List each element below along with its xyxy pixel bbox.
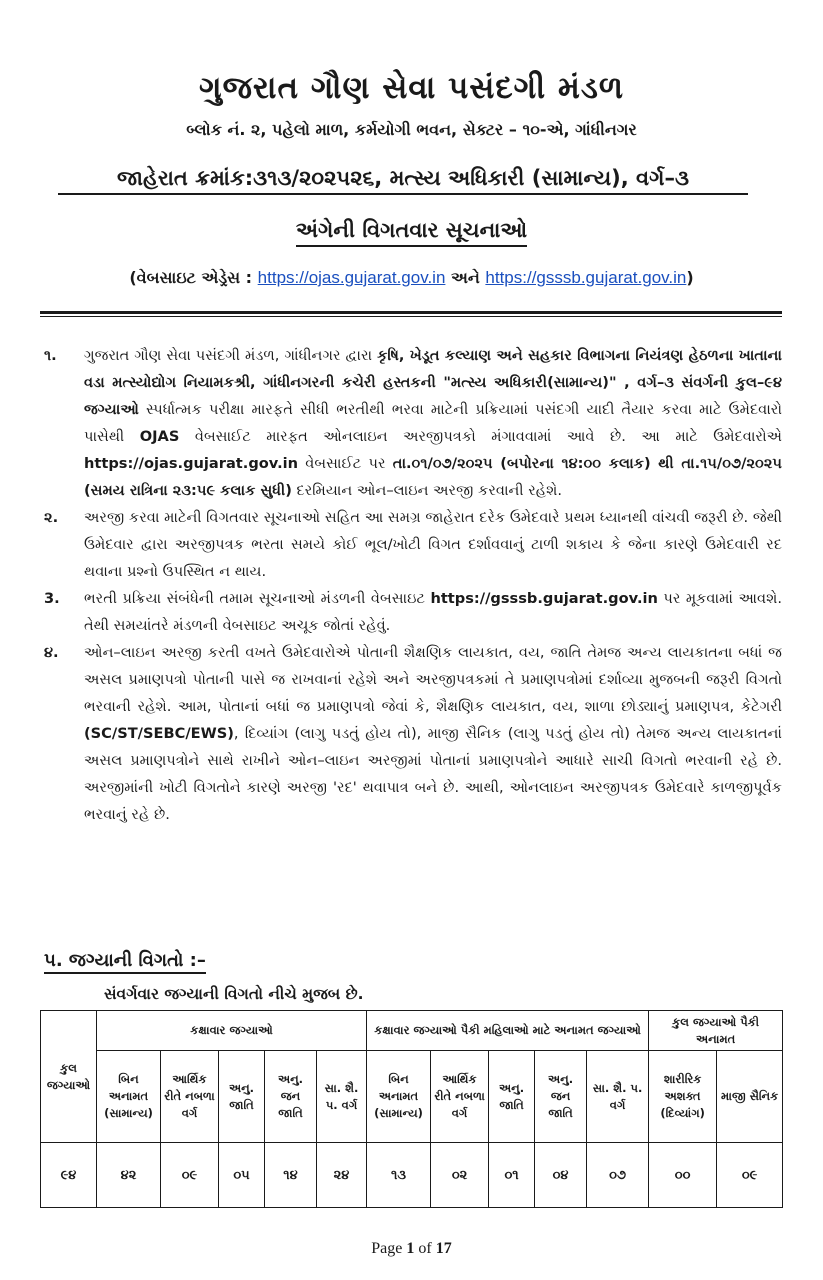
website-suffix: ) <box>686 268 694 287</box>
table-header-row <box>41 1051 783 1143</box>
group-header: કક્ષાવાર જગ્યાઓ <box>97 1011 367 1051</box>
board-address: બ્લોક નં. ૨, પહેલો માળ, કર્મયોગી ભવન, સેક્ટર – ૧૦-એ, ગાંધીનગર <box>186 120 637 139</box>
item-number: 3. <box>44 590 60 607</box>
table-cell: ૦૪ <box>535 1143 587 1208</box>
website-prefix: (વેબસાઇટ એડ્રેસ : <box>129 268 253 287</box>
ojas-link[interactable]: https://ojas.gujarat.gov.in <box>257 268 446 287</box>
instruction-item <box>44 342 782 504</box>
column-header: આર્થિક રીતે નબળા વર્ગ <box>431 1051 489 1143</box>
text-run: વેબસાઈટ મારફત ઓનલાઇન અરજીપત્રકો મંગાવવામાં આવે છે. આ માટે ઉમેદવારોએ <box>179 428 782 445</box>
section-subheading: સંવર્ગવાર જગ્યાની વિગતો નીચે મુજબ છે. <box>104 985 364 1003</box>
text-run: અરજી કરવા માટેની વિગતવાર સૂચનાઓ સહિત આ સમગ્ર જાહેરાત દરેક ઉમેદવારે પ્રથમ ધ્યાનથી વાંચવી જરૂરી છે. જેથી ઉમેદવાર દ્વારા અરજીપત્રક ભરતા સમયે કોઈ ભૂલ/ખોટી વિગત દર્શાવવાનું ટાળી શકાય કે જેના કારણે ઉમેદવારી રદ થવાના પ્રશ્નો ઉપસ્થિત ન થાય. <box>84 509 782 580</box>
table-cell: ૦૫ <box>219 1143 265 1208</box>
item-text <box>84 639 782 828</box>
group-header: કુલ જગ્યાઓ પૈકી અનામત <box>649 1011 783 1051</box>
group-header: કક્ષાવાર જગ્યાઓ પૈકી મહિલાઓ માટે અનામત જગ્યાઓ <box>367 1011 649 1051</box>
page-label: Page <box>371 1240 403 1257</box>
table-cell: ૦૦ <box>649 1143 717 1208</box>
text-run-bold: OJAS <box>139 428 180 445</box>
instruction-item <box>44 504 782 585</box>
table-cell: ૨૪ <box>317 1143 367 1208</box>
item-text <box>84 342 782 504</box>
column-header: અનુ. જન જાતિ <box>265 1051 317 1143</box>
text-run: , દિવ્યાંગ (લાગુ પડતું હોય તો), માજી સૈનિક (લાગુ પડતું હોય તો) તેમજ અન્ય લાયકાતનાં અસલ પ્રમાણપત્રોને સાથે રાખીને ઓન–લાઇન અરજીમાં પોતાનાં પ્રમાણપત્રોને આધારે સાચી વિગતો ભરવાની રહે છે. અરજીમાંની ખોટી વિગતોને કારણે અરજી 'રદ' થવાપાત્ર બને છે. આથી, ઓનલાઇન અરજીપત્રક ઉમેદવારે કાળજીપૂર્વક ભરવાનું રહે છે. <box>84 725 782 823</box>
column-header: સા. શૈ. પ. વર્ગ <box>587 1051 649 1143</box>
table-cell: ૦૭ <box>587 1143 649 1208</box>
posts-table <box>40 1010 783 1208</box>
table-cell: ૪૨ <box>97 1143 161 1208</box>
page-footer <box>0 1240 823 1258</box>
text-run: ઓન–લાઇન અરજી કરતી વખતે ઉમેદવારોએ પોતાની શૈક્ષણિક લાયકાત, વય, જાતિ તેમજ અન્ય લાયકાતના બધાં જ અસલ પ્રમાણપત્રો પોતાની પાસે જ રાખવાનાં રહેશે અને અરજીપત્રકમાં તે પ્રમાણપત્રોમાં દર્શાવ્યા મુજબની જરૂરી વિગતો ભરવાની રહેશે. આમ, પોતાનાં બધાં જ પ્રમાણપત્રો જેવાં કે, શૈક્ષણિક લાયકાત, વય, શાળા છોડ્યાનું પ્રમાણપત્ર, કેટેગરી <box>84 644 782 715</box>
table-cell: ૦૯ <box>161 1143 219 1208</box>
text-run-bold: https://ojas.gujarat.gov.in <box>84 455 299 472</box>
subnotice-wrap <box>0 218 823 247</box>
item-number: ૪. <box>44 644 59 661</box>
notice-title: જાહેરાત ક્રમાંક:૩૧૩/૨૦૨૫૨૬, મત્સ્ય અધિકારી (સામાન્ય), વર્ગ–૩ <box>58 166 748 195</box>
item-text <box>84 504 782 585</box>
text-run-bold: કૃષિ, ખેડૂત કલ્યાણ અને સહકાર વિભાગના નિયંત્રણ હેઠળના ખાતાના વડા મત્સ્યોદ્યોગ નિયામકશ્રી, ગાંધીનગરની કચેરી હસ્તકની "મત્સ્ય અધિકારી(સામાન્ય)" , વર્ગ–૩ સંવર્ગની કુલ–૯૪ જગ્યાઓ <box>84 347 782 418</box>
divider-thick <box>40 311 782 314</box>
column-header: બિન અનામત (સામાન્ય) <box>97 1051 161 1143</box>
section-heading: ૫. જગ્યાની વિગતો :– <box>44 950 206 974</box>
table-cell: ૦૨ <box>431 1143 489 1208</box>
text-run-bold: https://gsssb.gujarat.gov.in <box>430 590 658 607</box>
text-run: પર મૂકવામાં આવશે. તેથી સમયાંતરે મંડળની વેબસાઇટ અચૂક જોતાં રહેવું. <box>84 590 782 634</box>
column-header: શારીરિક અશક્ત (દિવ્યાંગ) <box>649 1051 717 1143</box>
table-cell: ૯૪ <box>41 1143 97 1208</box>
table-cell: ૧૩ <box>367 1143 431 1208</box>
item-number: ૨. <box>44 509 59 526</box>
column-header: બિન અનામત (સામાન્ય) <box>367 1051 431 1143</box>
text-run: દરમિયાન ઓન–લાઇન અરજી કરવાની રહેશે. <box>291 482 563 499</box>
item-text <box>84 585 782 639</box>
website-line <box>0 268 823 288</box>
column-header: અનુ. જન જાતિ <box>535 1051 587 1143</box>
item-number: ૧. <box>44 347 57 364</box>
text-run-bold: તા.૦૧/૦૭/૨૦૨૫ (બપોરના ૧૪:૦૦ કલાક) થી તા.૧૫/૦૭/૨૦૨૫ (સમય રાત્રિના ૨૩:૫૯ કલાક સુધી) <box>84 455 782 499</box>
subnotice-title: અંગેની વિગતવાર સૂચનાઓ <box>296 218 527 247</box>
column-header: અનુ. જાતિ <box>219 1051 265 1143</box>
text-run: વેબસાઈટ પર <box>298 455 393 472</box>
divider-thin <box>40 316 782 317</box>
table-group-row <box>41 1011 783 1051</box>
page-of: of <box>418 1240 432 1257</box>
total-posts-header: કુલ જગ્યાઓ <box>41 1011 97 1143</box>
table-cell: ૧૪ <box>265 1143 317 1208</box>
instruction-list <box>44 342 782 828</box>
column-header: સા. શૈ. પ. વર્ગ <box>317 1051 367 1143</box>
column-header: અનુ. જાતિ <box>489 1051 535 1143</box>
instruction-item <box>44 639 782 828</box>
column-header: માજી સૈનિક <box>717 1051 783 1143</box>
column-header: આર્થિક રીતે નબળા વર્ગ <box>161 1051 219 1143</box>
text-run-bold: (SC/ST/SEBC/EWS) <box>84 725 234 742</box>
table-row <box>41 1143 783 1208</box>
text-run: સ્પર્ધાત્મક પરીક્ષા મારફતે સીધી ભરતીથી ભરવા માટેની પ્રક્રિયામાં પસંદગી યાદી તૈયાર કરવા માટે ઉમેદવારો પાસેથી <box>84 401 782 445</box>
text-run: ભરતી પ્રક્રિયા સંબંધેની તમામ સૂચનાઓ મંડળની વેબસાઇટ <box>84 590 431 607</box>
table-cell: ૦૧ <box>489 1143 535 1208</box>
table-cell: ૦૯ <box>717 1143 783 1208</box>
website-mid: અને <box>451 268 480 287</box>
current-page: 1 <box>406 1240 415 1257</box>
instruction-item <box>44 585 782 639</box>
gsssb-link[interactable]: https://gsssb.gujarat.gov.in <box>485 268 687 287</box>
board-title: ગુજરાત ગૌણ સેવા પસંદગી મંડળ <box>198 70 625 106</box>
total-pages: 17 <box>435 1240 452 1257</box>
text-run: ગુજરાત ગૌણ સેવા પસંદગી મંડળ, ગાંધીનગર દ્વારા <box>84 347 378 364</box>
